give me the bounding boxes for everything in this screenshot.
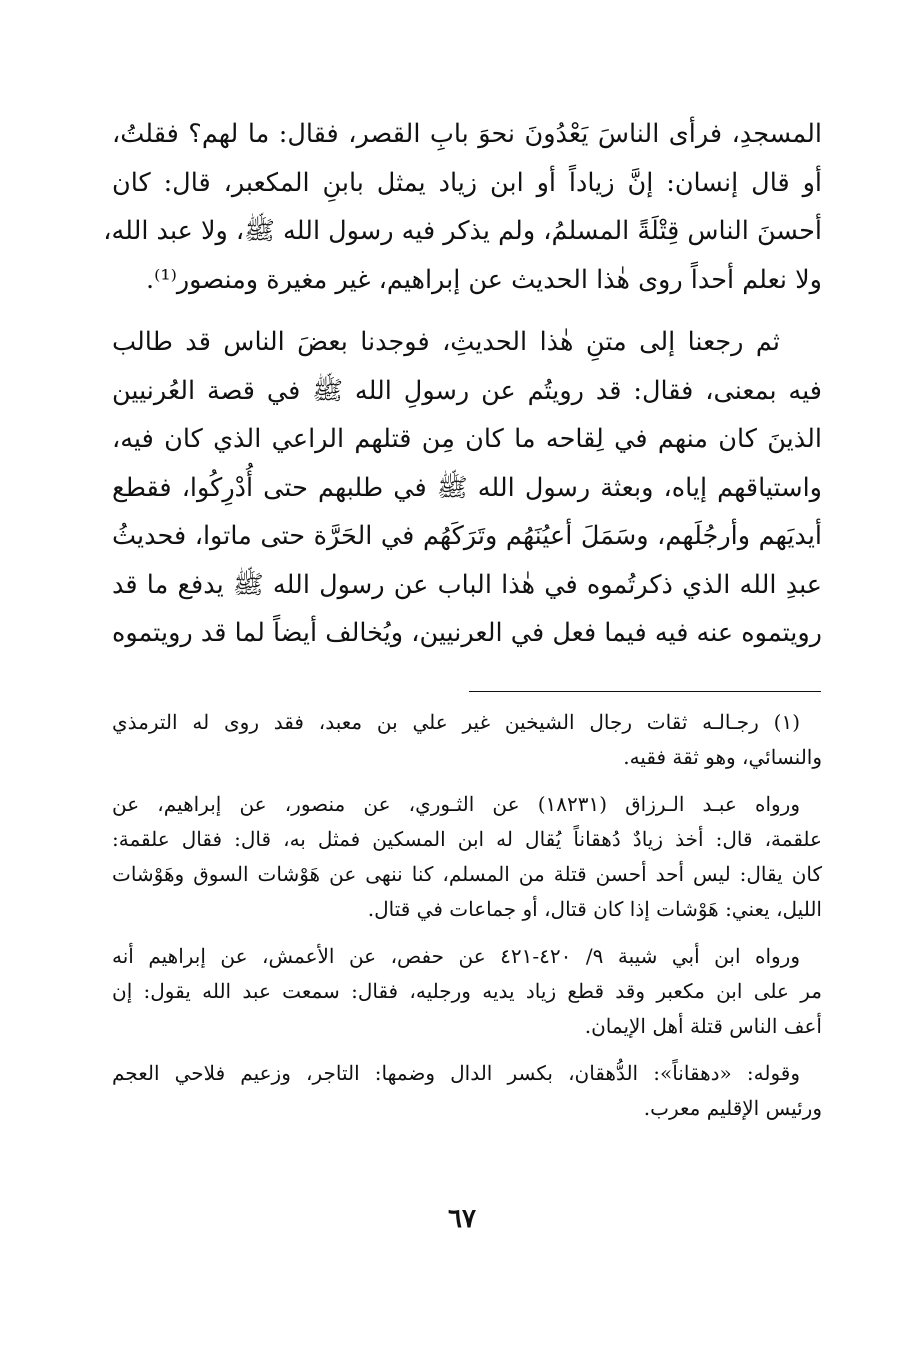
- footnote-line: كان يقال: ليس أحد أحسن قتلة من المسلم، كنا ننهى عن هَوْشات السوق وهَوْشات: [112, 862, 822, 886]
- paragraph-gap: [112, 1044, 822, 1056]
- footnote-line: والنسائي، وهو ثقة فقيه.: [623, 745, 822, 769]
- footnote-line: الليل، يعني: هَوْشات إذا كان قتال، أو جماعات في قتال.: [367, 897, 822, 921]
- text-line: ثم رجعنا إلى متنِ هٰذا الحديثِ، فوجدنا بعضَ الناس قد طالب: [112, 327, 780, 357]
- paragraph-gap: [112, 775, 822, 787]
- main-text: [103, 110, 822, 658]
- text-line: عبدِ الله الذي ذكرتُموه في هٰذا الباب عن رسول الله ﷺ يدفع ما قد: [112, 569, 822, 600]
- footnote-line: ورئيس الإقليم معرب.: [643, 1096, 822, 1120]
- text-line: واستياقهم إياه، وبعثة رسول الله ﷺ في طلبهم حتى أُدْرِكُوا، فقطع: [112, 472, 822, 503]
- footnote-line: أعف الناس قتلة أهل الإيمان.: [584, 1014, 822, 1038]
- page-number: ٦٧: [448, 1204, 476, 1234]
- footnote-2: [112, 787, 822, 927]
- text-line: الذينَ كان منهم في لِقاحه ما كان مِن قتلهم الراعي الذي كان فيه،: [112, 424, 822, 454]
- paragraph-2: [112, 318, 822, 658]
- footnote-divider: [469, 691, 821, 692]
- footnotes: [112, 705, 822, 1126]
- text-line: ولا نعلم أحداً روى هٰذا الحديث عن إبراهيم، غير مغيرة ومنصور⁽¹⁾.: [145, 264, 822, 295]
- footnote-4: [112, 1056, 822, 1126]
- text-line: أيديَهم وأرجُلَهم، وسَمَلَ أعيُنَهُم وتَرَكَهُم في الحَرَّة حتى ماتوا، فحديثُ: [112, 521, 822, 551]
- text-line: رويتموه عنه فيه فيما فعل في العرنيين، ويُخالف أيضاً لما قد رويتموه: [112, 618, 822, 648]
- text-line: أو قال إنسان: إنَّ زياداً أو ابن زياد يمثل بابنِ المكعبر، قال: كان: [112, 167, 822, 198]
- paragraph-gap: [112, 927, 822, 939]
- text-line: فيه بمعنى، فقال: قد رويتُم عن رسولِ الله ﷺ في قصة العُرنيين: [112, 375, 822, 406]
- footnote-1: [112, 705, 822, 775]
- text-line: المسجدِ، فرأى الناسَ يَعْدُونَ نحوَ بابِ القصر، فقال: ما لهم؟ فقلتُ،: [112, 119, 822, 149]
- footnote-line: ورواه ابن أبي شيبة ٩/ ٤٢٠-٤٢١ عن حفص، عن الأعمش، عن إبراهيم أنه: [112, 944, 801, 968]
- footnote-line: (١) رجـالـه ثقات رجال الشيخين غير علي بن معبد، فقد روى له الترمذي: [112, 710, 800, 734]
- footnote-line: ورواه عبـد الـرزاق (١٨٢٣١) عن الثـوري، عن منصور، عن إبراهيم، عن: [112, 792, 800, 816]
- paragraph-gap: [112, 304, 822, 318]
- text-line: أحسنَ الناس قِتْلَةً المسلمُ، ولم يذكر فيه رسول الله ﷺ، ولا عبد الله،: [103, 216, 822, 246]
- paragraph-1: [103, 110, 822, 304]
- footnote-line: وقوله: «دهقاناً»: الدُّهقان، بكسر الدال وضمها: التاجر، وزعيم فلاحي العجم: [112, 1061, 800, 1085]
- footnote-line: علقمة، قال: أخذ زيادٌ دُهقاناً يُقال له ابن المسكين فمثل به، قال: فقال علقمة:: [112, 827, 822, 851]
- footnote-3: [112, 939, 822, 1044]
- footnote-line: مر على ابن مكعبر وقد قطع زياد يديه ورجليه، فقال: سمعت عبد الله يقول: إن: [112, 979, 822, 1003]
